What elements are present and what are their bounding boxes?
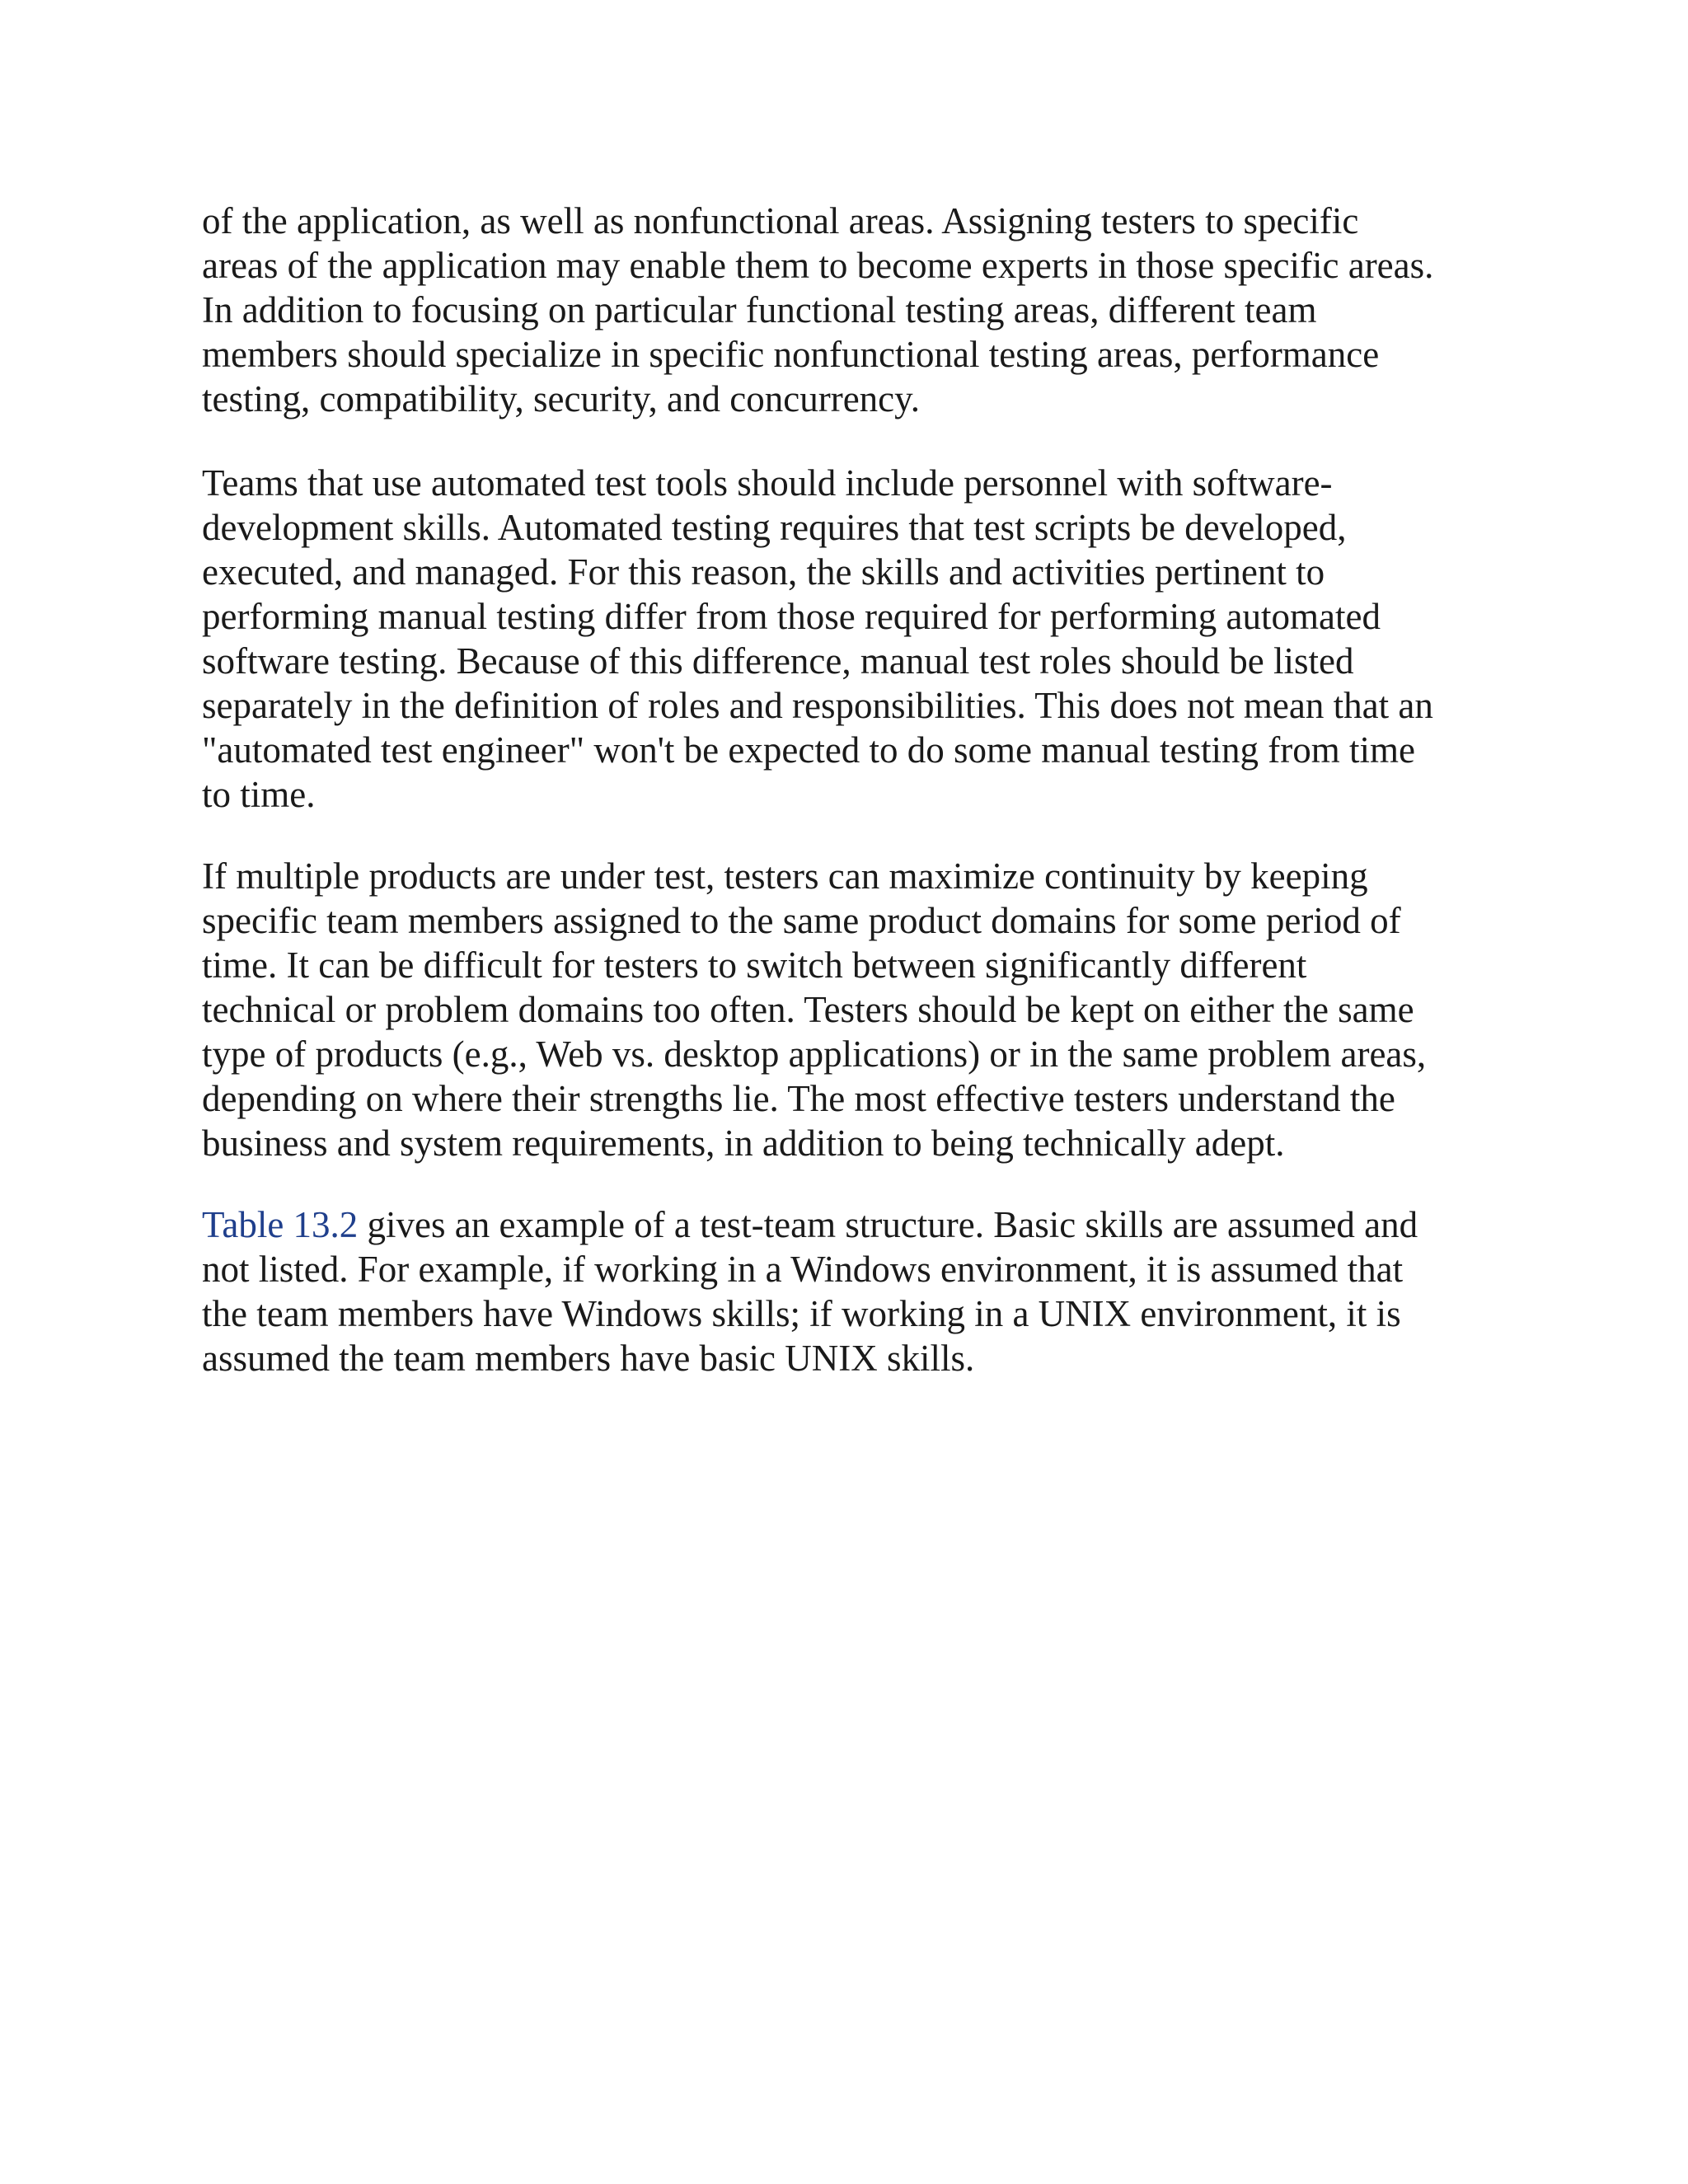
paragraph-automated-test-skills: [202, 461, 1587, 817]
text-line: testing, compatibility, security, and concurrency.: [202, 378, 920, 419]
text-line: If multiple products are under test, testers can maximize continuity by keeping: [202, 855, 1368, 897]
text-line: depending on where their strengths lie. The most effective testers understand the: [202, 1078, 1395, 1119]
paragraph-team-structure: [202, 1202, 1587, 1380]
text-line: software testing. Because of this difference, manual test roles should be listed: [202, 640, 1354, 682]
paragraph-tester-specialization: [202, 199, 1587, 421]
text-line: of the application, as well as nonfunctional areas. Assigning testers to specific: [202, 200, 1359, 241]
text-line: executed, and managed. For this reason, the skills and activities pertinent to: [202, 551, 1325, 593]
text-line: the team members have Windows skills; if working in a UNIX environment, it is: [202, 1293, 1401, 1334]
text-line: type of products (e.g., Web vs. desktop applications) or in the same problem areas,: [202, 1033, 1427, 1075]
text-line: to time.: [202, 774, 316, 815]
text-fragment: gives an example of a test-team structure. Basic skills are assumed and: [358, 1204, 1418, 1245]
table-reference-link[interactable]: Table 13.2: [202, 1204, 359, 1245]
paragraph-product-continuity: [202, 854, 1587, 1165]
text-line: assumed the team members have basic UNIX skills.: [202, 1338, 975, 1379]
text-line: separately in the definition of roles and responsibilities. This does not mean that an: [202, 685, 1433, 726]
text-line: development skills. Automated testing requires that test scripts be developed,: [202, 507, 1347, 548]
text-line: members should specialize in specific nonfunctional testing areas, performance: [202, 334, 1380, 375]
text-line: areas of the application may enable them to become experts in those specific areas.: [202, 245, 1434, 286]
text-line: In addition to focusing on particular functional testing areas, different team: [202, 289, 1317, 330]
text-line: specific team members assigned to the same product domains for some period of: [202, 900, 1401, 941]
text-line: not listed. For example, if working in a Windows environment, it is assumed that: [202, 1249, 1404, 1290]
text-line-with-link: [202, 1202, 1587, 1247]
text-line: business and system requirements, in addition to being technically adept.: [202, 1122, 1285, 1164]
text-line: "automated test engineer" won't be expected to do some manual testing from time: [202, 729, 1415, 771]
text-line: technical or problem domains too often. Testers should be kept on either the same: [202, 989, 1414, 1030]
text-line: Teams that use automated test tools should include personnel with software-: [202, 462, 1333, 504]
text-line: time. It can be difficult for testers to switch between significantly different: [202, 944, 1307, 986]
text-line: performing manual testing differ from those required for performing automated: [202, 596, 1381, 637]
